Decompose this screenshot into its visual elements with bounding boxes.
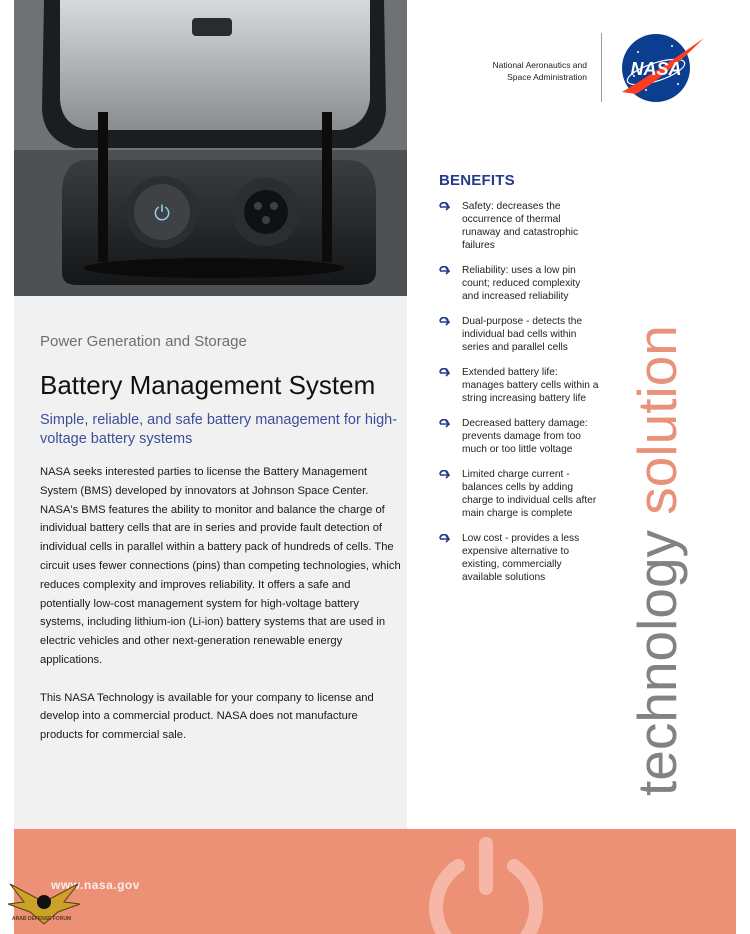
- benefits-heading: BENEFITS: [439, 172, 515, 189]
- benefit-text: Limited charge current - balances cells by adding charge to individual cells after main charge is complete: [462, 469, 597, 519]
- benefit-text: Low cost - provides a less expensive alternative to existing, commercially available solutions: [462, 533, 580, 583]
- website-link[interactable]: www.nasa.gov: [51, 878, 140, 892]
- benefit-item: [439, 264, 599, 303]
- eagle-watermark-icon: [4, 872, 84, 932]
- technology-solution-banner: [626, 325, 688, 796]
- benefit-text: Safety: decreases the occurrence of thermal runaway and catastrophic failures: [462, 201, 579, 251]
- agency-line-1: National Aeronautics and: [492, 60, 587, 70]
- page-title: Battery Management System: [40, 370, 376, 400]
- benefit-text: Extended battery life: manages battery cells within a string increasing battery life: [462, 367, 599, 404]
- benefit-item: [439, 532, 599, 584]
- banner-word-technology: technology: [626, 529, 688, 796]
- benefit-text: Dual-purpose - detects the individual bad cells within series and parallel cells: [462, 316, 583, 353]
- banner-word-solution: solution: [626, 325, 688, 515]
- agency-name: [470, 59, 587, 83]
- benefit-text: Decreased battery damage: prevents damage from too much or too little voltage: [462, 418, 588, 455]
- benefit-item: [439, 366, 599, 405]
- benefits-list: [439, 200, 599, 596]
- arrow-bullet-icon: [439, 202, 450, 211]
- arrow-bullet-icon: [439, 419, 450, 428]
- nasa-logo-text: NASA: [630, 59, 682, 79]
- category-label: Power Generation and Storage: [40, 333, 247, 350]
- body-paragraph-2: This NASA Technology is available for your company to license and develop into a commercial product. NASA does not manufacture products for commercial sale.: [40, 691, 374, 742]
- nasa-logo: [616, 32, 706, 106]
- benefit-item: [439, 468, 599, 520]
- agency-line-2: Space Administration: [507, 72, 587, 82]
- arrow-bullet-icon: [439, 534, 450, 543]
- header-divider: [601, 33, 602, 102]
- power-symbol-icon: [424, 836, 548, 934]
- body-text: [40, 463, 402, 745]
- body-paragraph-1: NASA seeks interested parties to license the Battery Management System (BMS) developed by innovators at Johnson Space Center. NASA's BMS features the ability to monitor and balance the charge of individual battery cells that are in series and provide fault detection of individual cells in parallel within a battery pack of hundreds of cells. The circuit uses fewer connections (pins) than competing technologies, which reduces complexity and improves reliability. It offers a safe and potentially low-cost management system for high-voltage battery systems, including lithium-ion (Li-ion) battery systems that are used in electric vehicles and other next-generation renewable energy applications.: [40, 466, 401, 666]
- arrow-bullet-icon: [439, 368, 450, 377]
- benefit-text: Reliability: uses a low pin count; reduced complexity and increased reliability: [462, 265, 581, 302]
- arrow-bullet-icon: [439, 317, 450, 326]
- watermark-text: ARAB DEFENSE FORUM: [12, 916, 72, 922]
- page-subtitle: Simple, reliable, and safe battery management for high-voltage battery systems: [40, 412, 398, 447]
- benefit-item: [439, 417, 599, 456]
- charging-port-photo: [14, 0, 407, 296]
- svg-text:⏻: ⏻: [154, 201, 170, 225]
- arrow-bullet-icon: [439, 470, 450, 479]
- benefit-item: [439, 315, 599, 354]
- benefit-item: [439, 200, 599, 252]
- arrow-bullet-icon: [439, 266, 450, 275]
